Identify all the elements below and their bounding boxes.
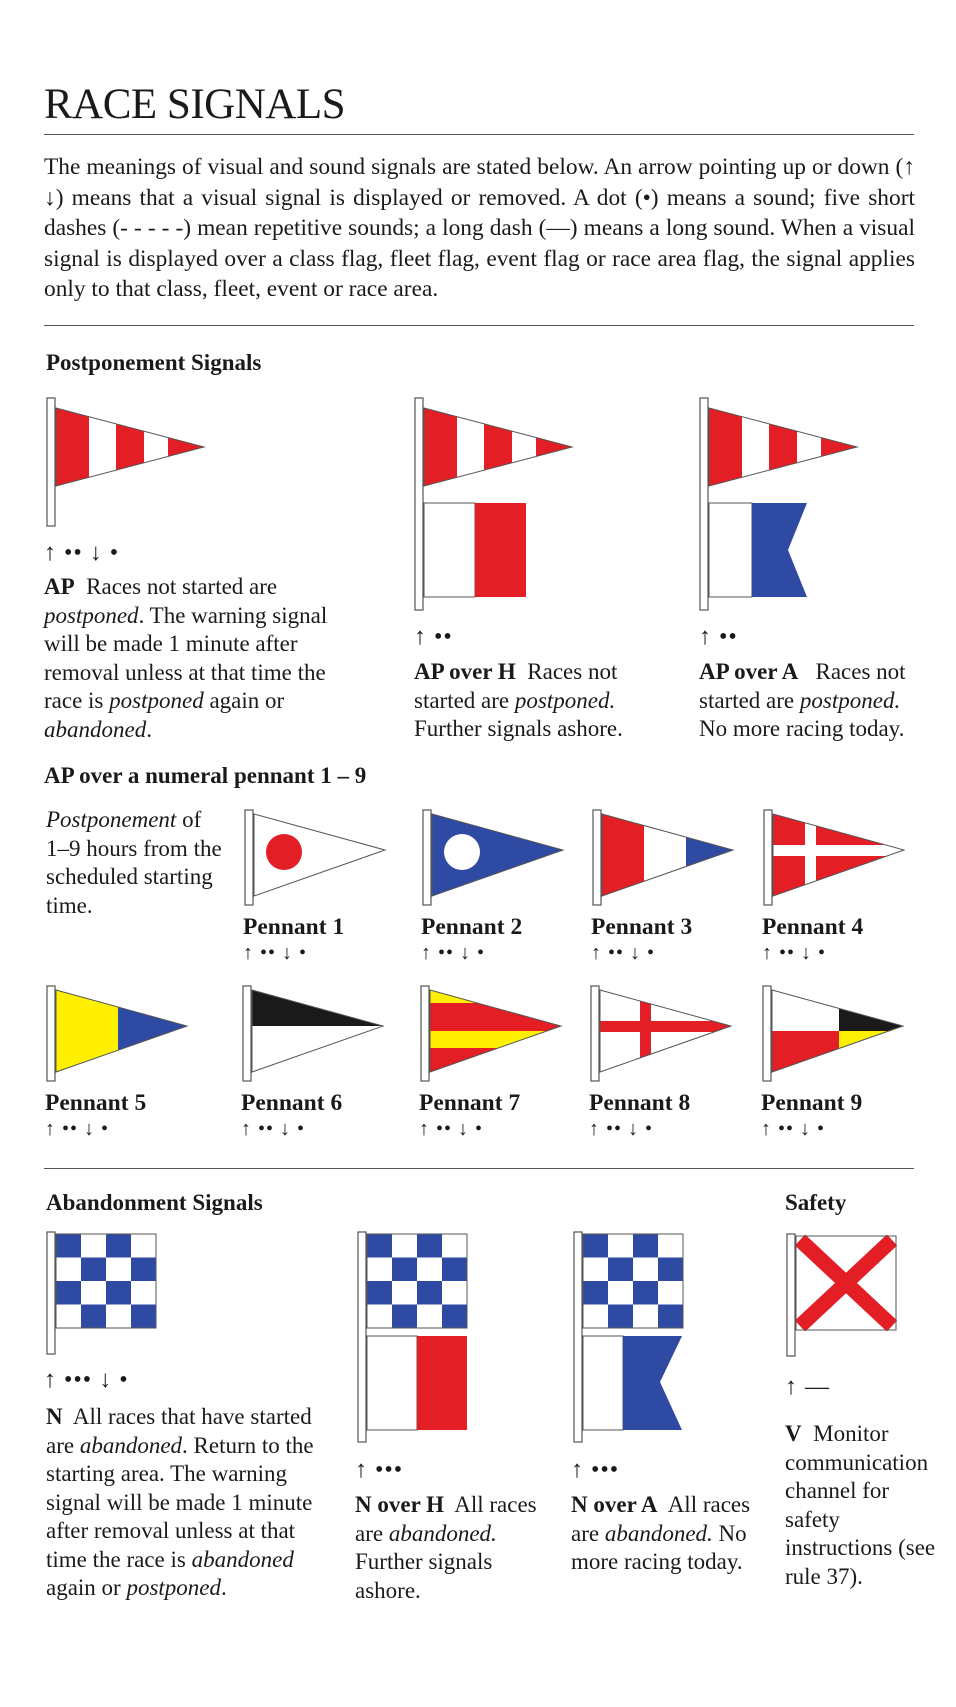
pennant-6-icon — [240, 986, 390, 1086]
flag-v-icon — [784, 1234, 904, 1364]
checker-square — [633, 1258, 658, 1282]
n-description: N All races that have started are abandoned. Return to the starting area. The warning signal will be made 1 minute after removal unless at that time the race is abandoned again or postponed. — [46, 1404, 314, 1600]
checker-square — [417, 1234, 442, 1258]
pennant-sound-signal: ↑ •• ↓ • — [589, 1118, 654, 1140]
checker-square — [442, 1234, 467, 1258]
n-over-a-description: N over A All races are abandoned. No more racing today. — [571, 1492, 751, 1574]
checker-square — [417, 1258, 442, 1282]
checker-square — [81, 1258, 106, 1282]
flag-ap-over-h-icon — [412, 398, 582, 612]
pennant-5-icon — [44, 986, 194, 1086]
n-over-h-sound-signal: ↑ ••• — [355, 1457, 404, 1483]
n-sound-signal: ↑ ••• ↓ • — [44, 1367, 129, 1393]
pennant-4-icon — [761, 810, 911, 910]
pennant-label: Pennant 2 — [421, 914, 523, 940]
pennant-2-icon — [420, 810, 570, 910]
divider — [44, 1168, 914, 1169]
checker-square — [658, 1305, 683, 1329]
pennant-label: Pennant 8 — [589, 1090, 691, 1116]
checker-square — [417, 1281, 442, 1305]
checker-square — [583, 1258, 608, 1282]
checker-square — [56, 1258, 81, 1282]
checker-square — [81, 1281, 106, 1305]
flag-n-over-a-icon — [571, 1232, 691, 1447]
pennant-sound-signal: ↑ •• ↓ • — [762, 942, 827, 964]
checker-square — [658, 1234, 683, 1258]
pennant-label: Pennant 6 — [241, 1090, 343, 1116]
checker-square — [367, 1281, 392, 1305]
checker-square — [81, 1305, 106, 1329]
ap-description: AP Races not started are postponed. The warning signal will be made 1 minute after removal unless at that time the race is postponed again or abandoned. — [44, 574, 328, 742]
pennant-sound-signal: ↑ •• ↓ • — [421, 942, 486, 964]
divider — [44, 325, 914, 326]
checker-square — [56, 1234, 81, 1258]
checker-square — [392, 1281, 417, 1305]
checker-square — [633, 1234, 658, 1258]
checker-square — [106, 1281, 131, 1305]
ap-over-h-description: AP over H Races not started are postponed. Further signals ashore. — [414, 659, 623, 741]
checker-square — [56, 1305, 81, 1329]
checker-square — [583, 1281, 608, 1305]
n-over-a-sound-signal: ↑ ••• — [571, 1457, 620, 1483]
flag-n-over-h-icon — [355, 1232, 475, 1447]
checker-square — [106, 1258, 131, 1282]
pennant-sound-signal: ↑ •• ↓ • — [761, 1118, 826, 1140]
checker-square — [56, 1281, 81, 1305]
divider — [44, 134, 914, 135]
pennant-9-icon — [760, 986, 910, 1086]
checker-square — [367, 1234, 392, 1258]
checker-square — [608, 1234, 633, 1258]
checker-square — [633, 1305, 658, 1329]
checker-square — [658, 1281, 683, 1305]
flag-n-icon — [44, 1232, 164, 1362]
checker-square — [106, 1234, 131, 1258]
pennant-sound-signal: ↑ •• ↓ • — [45, 1118, 110, 1140]
numeral-description: Postponement of 1–9 hours from the scheduled starting time. — [46, 807, 222, 918]
pennant-sound-signal: ↑ •• ↓ • — [241, 1118, 306, 1140]
checker-square — [442, 1281, 467, 1305]
flag-ap-over-a-icon — [697, 398, 867, 612]
checker-square — [442, 1258, 467, 1282]
checker-square — [658, 1258, 683, 1282]
v-sound-signal: ↑ — — [785, 1374, 830, 1400]
checker-square — [131, 1234, 156, 1258]
pennant-3-icon — [590, 810, 740, 910]
section-heading-postponement: Postponement Signals — [46, 350, 262, 375]
checker-square — [417, 1305, 442, 1329]
section-heading-abandonment: Abandonment Signals — [46, 1190, 263, 1215]
flag-ap-icon — [44, 398, 214, 528]
page-title: RACE SIGNALS — [44, 81, 346, 128]
pennant-7-icon — [418, 986, 568, 1086]
checker-square — [633, 1281, 658, 1305]
ap-over-h-sound-signal: ↑ •• — [414, 624, 453, 650]
ap-over-a-description: AP over A Races not started are postponed. No more racing today. — [699, 659, 906, 741]
pennant-label: Pennant 9 — [761, 1090, 863, 1116]
pennant-1-icon — [242, 810, 392, 910]
pennant-sound-signal: ↑ •• ↓ • — [591, 942, 656, 964]
checker-square — [583, 1305, 608, 1329]
checker-square — [106, 1305, 131, 1329]
pennant-sound-signal: ↑ •• ↓ • — [243, 942, 308, 964]
checker-square — [608, 1258, 633, 1282]
checker-square — [583, 1234, 608, 1258]
checker-square — [608, 1281, 633, 1305]
ap-sound-signal: ↑ •• ↓ • — [44, 540, 120, 566]
ap-over-a-sound-signal: ↑ •• — [699, 624, 738, 650]
pennant-label: Pennant 3 — [591, 914, 693, 940]
checker-square — [131, 1258, 156, 1282]
checker-square — [392, 1258, 417, 1282]
pennant-label: Pennant 4 — [762, 914, 864, 940]
pennant-sound-signal: ↑ •• ↓ • — [419, 1118, 484, 1140]
checker-square — [81, 1234, 106, 1258]
intro-paragraph: The meanings of visual and sound signals are stated below. An arrow pointing up or down (↑ ↓) means that a visual signal is displayed or removed. A dot (•) means a sound; five short dashes (- - - - -) mean repetitive sounds; a long dash (—) means a long sound. When a visual signal is displayed over a class flag, fleet flag, event flag or race area flag, the signal applies only to that class, fleet, event or race area. — [44, 154, 915, 302]
n-over-h-description: N over H All races are abandoned. Further signals ashore. — [355, 1492, 537, 1603]
pennant-label: Pennant 5 — [45, 1090, 147, 1116]
checker-square — [442, 1305, 467, 1329]
pennant-8-icon — [588, 986, 738, 1086]
checker-square — [367, 1258, 392, 1282]
checker-square — [392, 1234, 417, 1258]
checker-square — [131, 1305, 156, 1329]
checker-square — [131, 1281, 156, 1305]
checker-square — [392, 1305, 417, 1329]
checker-square — [367, 1305, 392, 1329]
checker-square — [608, 1305, 633, 1329]
v-description: V Monitor communication channel for safety instructions (see rule 37). — [785, 1421, 936, 1589]
pennant-label: Pennant 7 — [419, 1090, 521, 1116]
section-heading-numeral: AP over a numeral pennant 1 – 9 — [44, 763, 367, 788]
pennant-label: Pennant 1 — [243, 914, 345, 940]
section-heading-safety: Safety — [785, 1190, 847, 1215]
